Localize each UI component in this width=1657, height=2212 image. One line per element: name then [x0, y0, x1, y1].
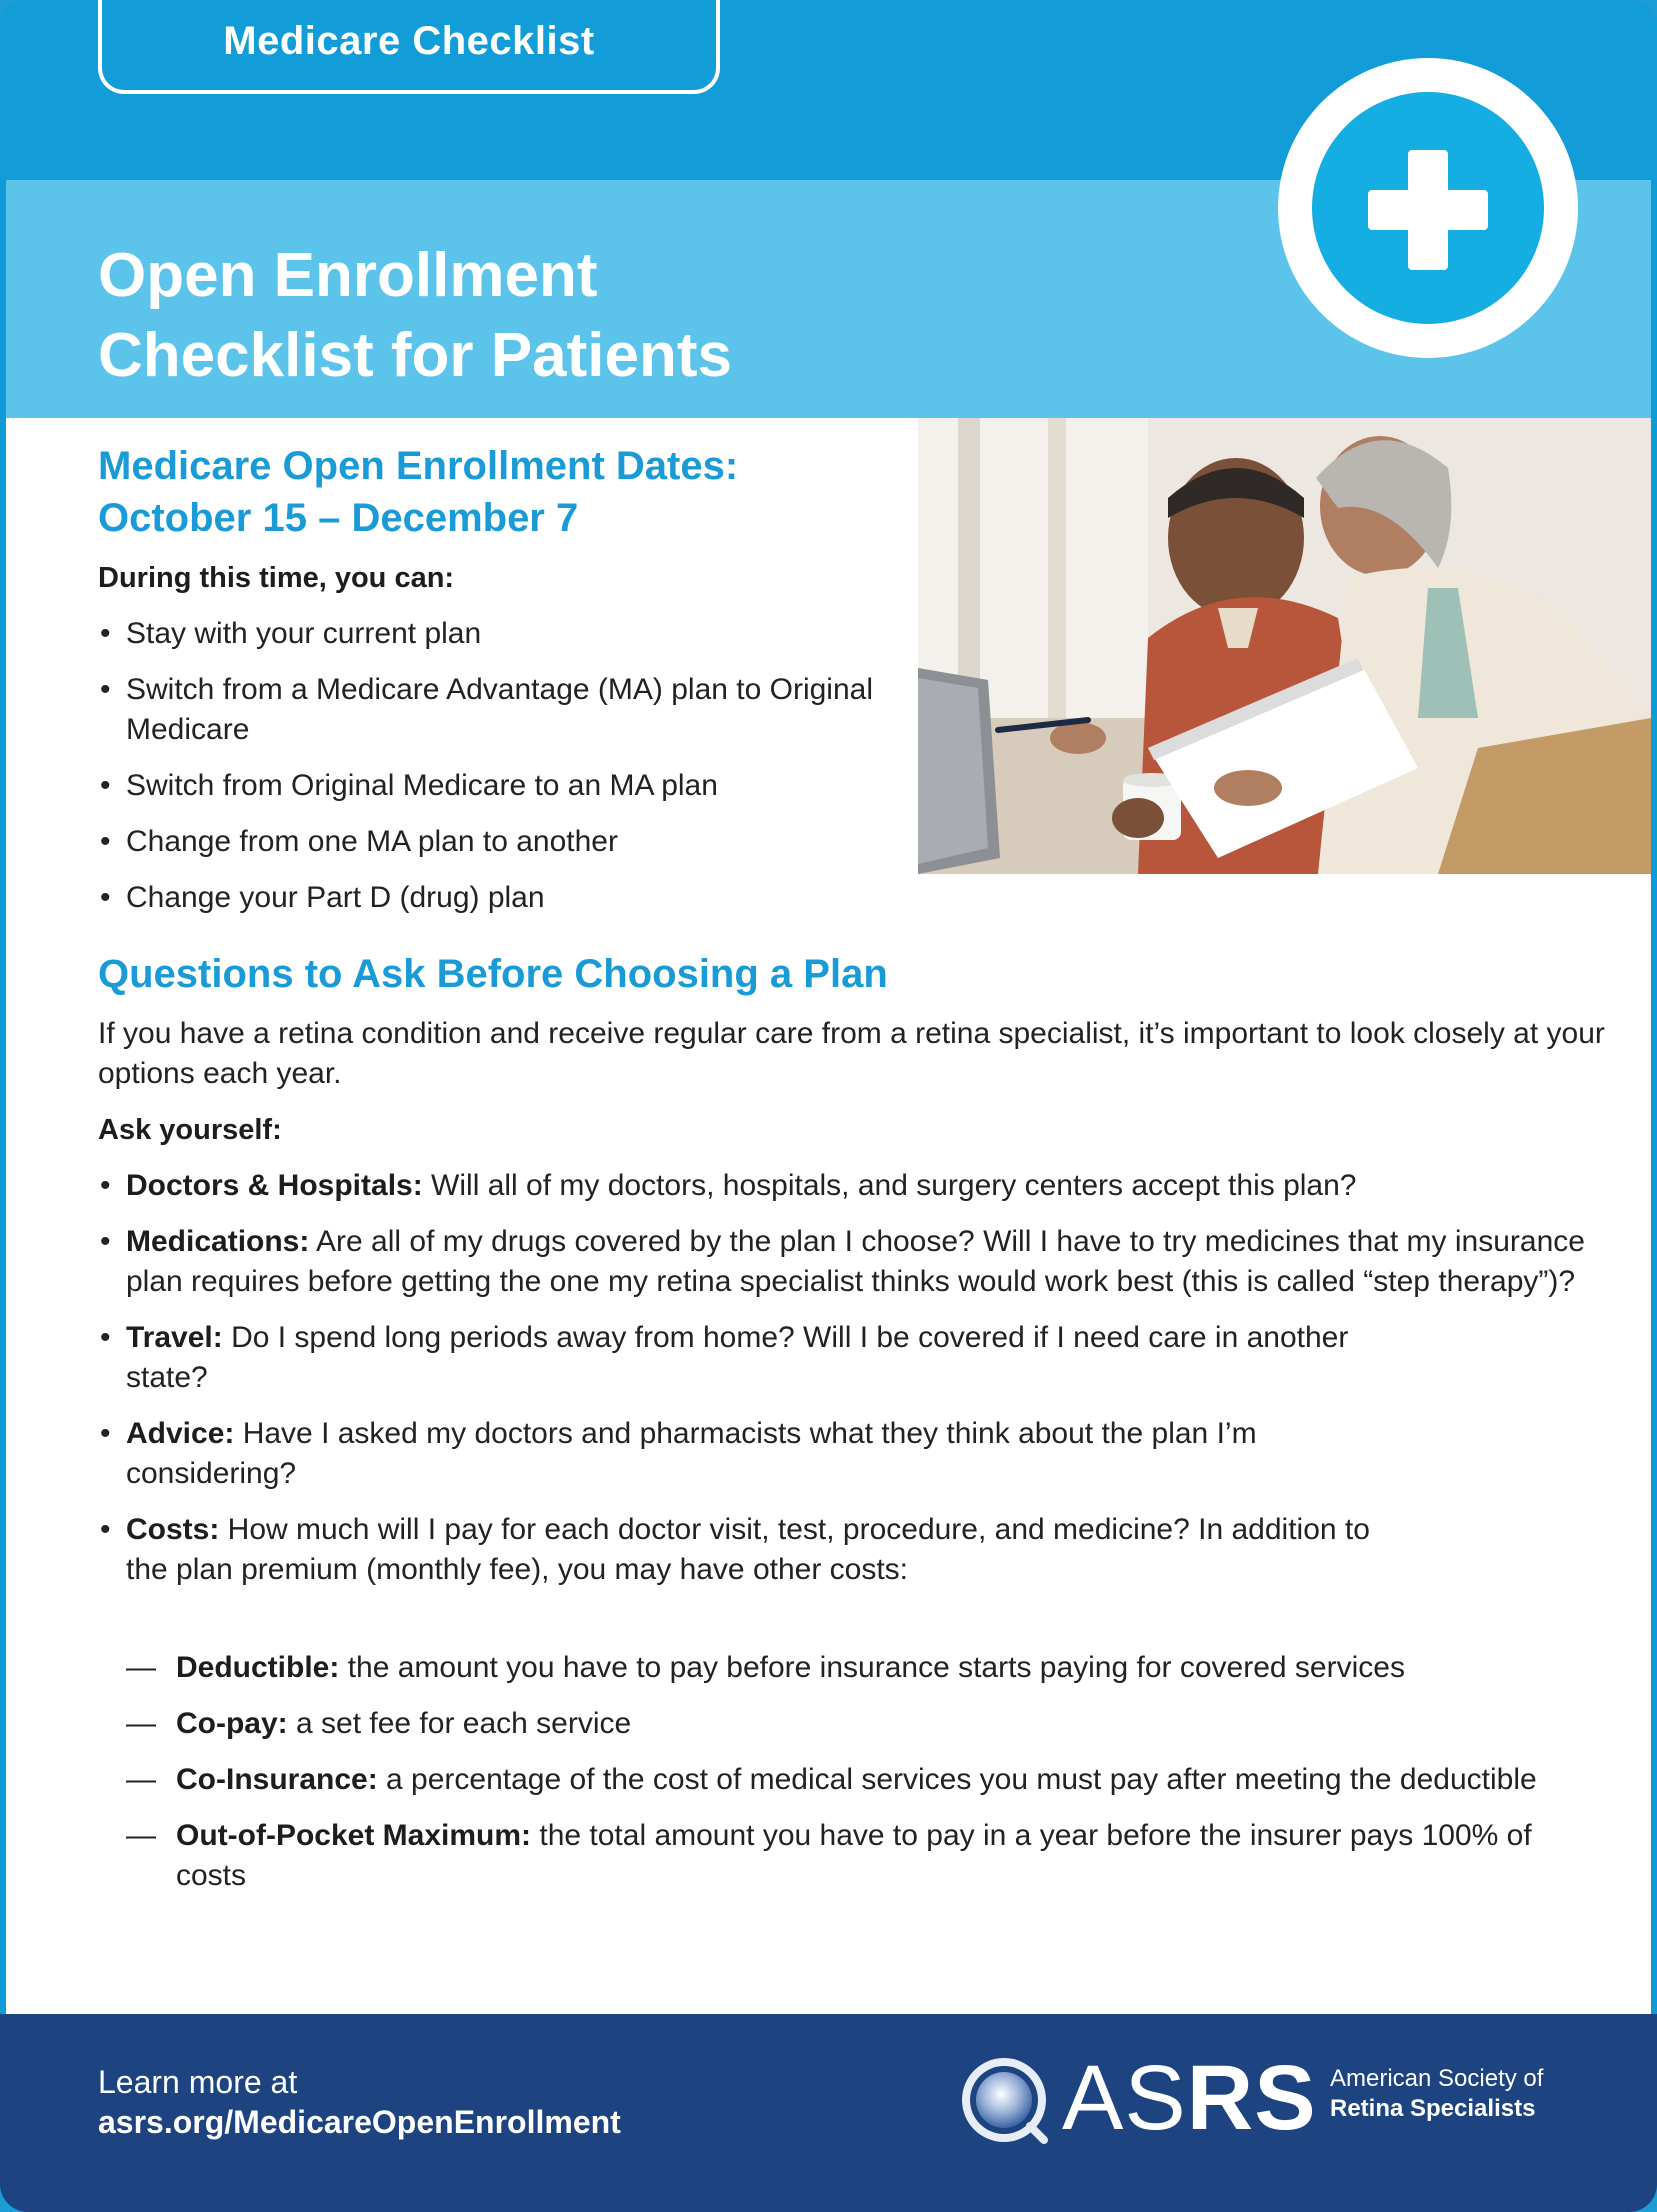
- org-name: [1330, 2064, 1543, 2124]
- learn-more-link[interactable]: asrs.org/MedicareOpenEnrollment: [98, 2104, 621, 2140]
- question-term: Advice:: [126, 1417, 235, 1450]
- page-title: [98, 236, 732, 396]
- cost-deductible: [126, 1648, 1646, 1688]
- asrs-lens-icon: [960, 2056, 1048, 2144]
- question-text: Are all of my drugs covered by the plan I choose? Will I have to try medicines that my insurance plan requires before getting the one my retina specialist thinks would work best (this is called “step therapy”)?: [126, 1225, 1585, 1298]
- cost-term: Co-Insurance:: [176, 1763, 378, 1796]
- question-medications: [98, 1222, 1618, 1302]
- wordmark-s: S: [1124, 2047, 1187, 2149]
- learn-more: [98, 2062, 621, 2142]
- wordmark-a: A: [1062, 2047, 1125, 2149]
- list-item: • Switch from a Medicare Advantage (MA) plan to Original Medicare: [98, 670, 878, 750]
- plus-badge: [1278, 58, 1578, 358]
- question-text: How much will I pay for each doctor visit, test, procedure, and medicine? In addition to the plan premium (monthly fee), you may have other costs:: [126, 1513, 1370, 1586]
- question-doctors: [98, 1166, 1618, 1206]
- cost-term: Co-pay:: [176, 1707, 288, 1740]
- title-line-1: Open Enrollment: [98, 241, 598, 310]
- checklist-tab: [98, 0, 720, 94]
- question-travel: [98, 1318, 1416, 1398]
- questions-intro: If you have a retina condition and receive regular care from a retina specialist, it’s important to look closely at your options each year.: [98, 1017, 1605, 1090]
- list-item: • Switch from Original Medicare to an MA plan: [98, 766, 878, 806]
- enrollment-intro: During this time, you can:: [98, 562, 455, 594]
- wordmark-rs: RS: [1186, 2047, 1317, 2149]
- list-item: • Change your Part D (drug) plan: [98, 878, 878, 918]
- tab-label: Medicare Checklist: [223, 19, 595, 63]
- learn-more-label: Learn more at: [98, 2064, 298, 2100]
- cost-out-of-pocket: [126, 1816, 1576, 1896]
- cost-term: Deductible:: [176, 1651, 340, 1684]
- cost-text: the total amount you have to pay in a year before the insurer pays 100% of costs: [176, 1819, 1532, 1892]
- asrs-wordmark: [1062, 2046, 1317, 2150]
- question-term: Costs:: [126, 1513, 220, 1546]
- cost-copay: [126, 1704, 1646, 1744]
- ask-yourself-label: Ask yourself:: [98, 1114, 282, 1146]
- question-text: Will all of my doctors, hospitals, and surgery centers accept this plan?: [422, 1169, 1357, 1202]
- costs-list: [126, 1648, 1646, 1912]
- cost-coinsurance: [126, 1760, 1576, 1800]
- question-term: Medications:: [126, 1225, 310, 1258]
- org-name-line-2: Retina Specialists: [1330, 2095, 1536, 2122]
- enrollment-options-list: [98, 614, 878, 934]
- list-item: • Change from one MA plan to another: [98, 822, 878, 862]
- couple-photo: [918, 418, 1651, 874]
- question-term: Doctors & Hospitals:: [126, 1169, 423, 1202]
- cost-text: the amount you have to pay before insurance starts paying for covered services: [339, 1651, 1405, 1684]
- cost-text: a set fee for each service: [287, 1707, 632, 1740]
- question-costs: [98, 1510, 1406, 1590]
- plus-icon: [1312, 92, 1544, 324]
- question-text: Do I spend long periods away from home? Will I be covered if I need care in another state?: [126, 1321, 1349, 1394]
- cost-text: a percentage of the cost of medical services you must pay after meeting the deductible: [377, 1763, 1537, 1796]
- question-advice: [98, 1414, 1416, 1494]
- question-text: Have I asked my doctors and pharmacists what they think about the plan I’m considering?: [126, 1417, 1257, 1490]
- questions-list: [98, 1166, 1618, 1606]
- list-item: • Stay with your current plan: [98, 614, 878, 654]
- enrollment-dates-heading: [98, 440, 738, 544]
- couple-illustration: [918, 418, 1651, 874]
- org-name-line-1: American Society of: [1330, 2065, 1544, 2092]
- enrollment-heading-line-1: Medicare Open Enrollment Dates:: [98, 444, 739, 488]
- enrollment-heading-line-2: October 15 – December 7: [98, 496, 579, 540]
- cost-term: Out-of-Pocket Maximum:: [176, 1819, 532, 1852]
- questions-heading: Questions to Ask Before Choosing a Plan: [98, 952, 888, 996]
- question-term: Travel:: [126, 1321, 223, 1354]
- title-line-2: Checklist for Patients: [98, 321, 732, 390]
